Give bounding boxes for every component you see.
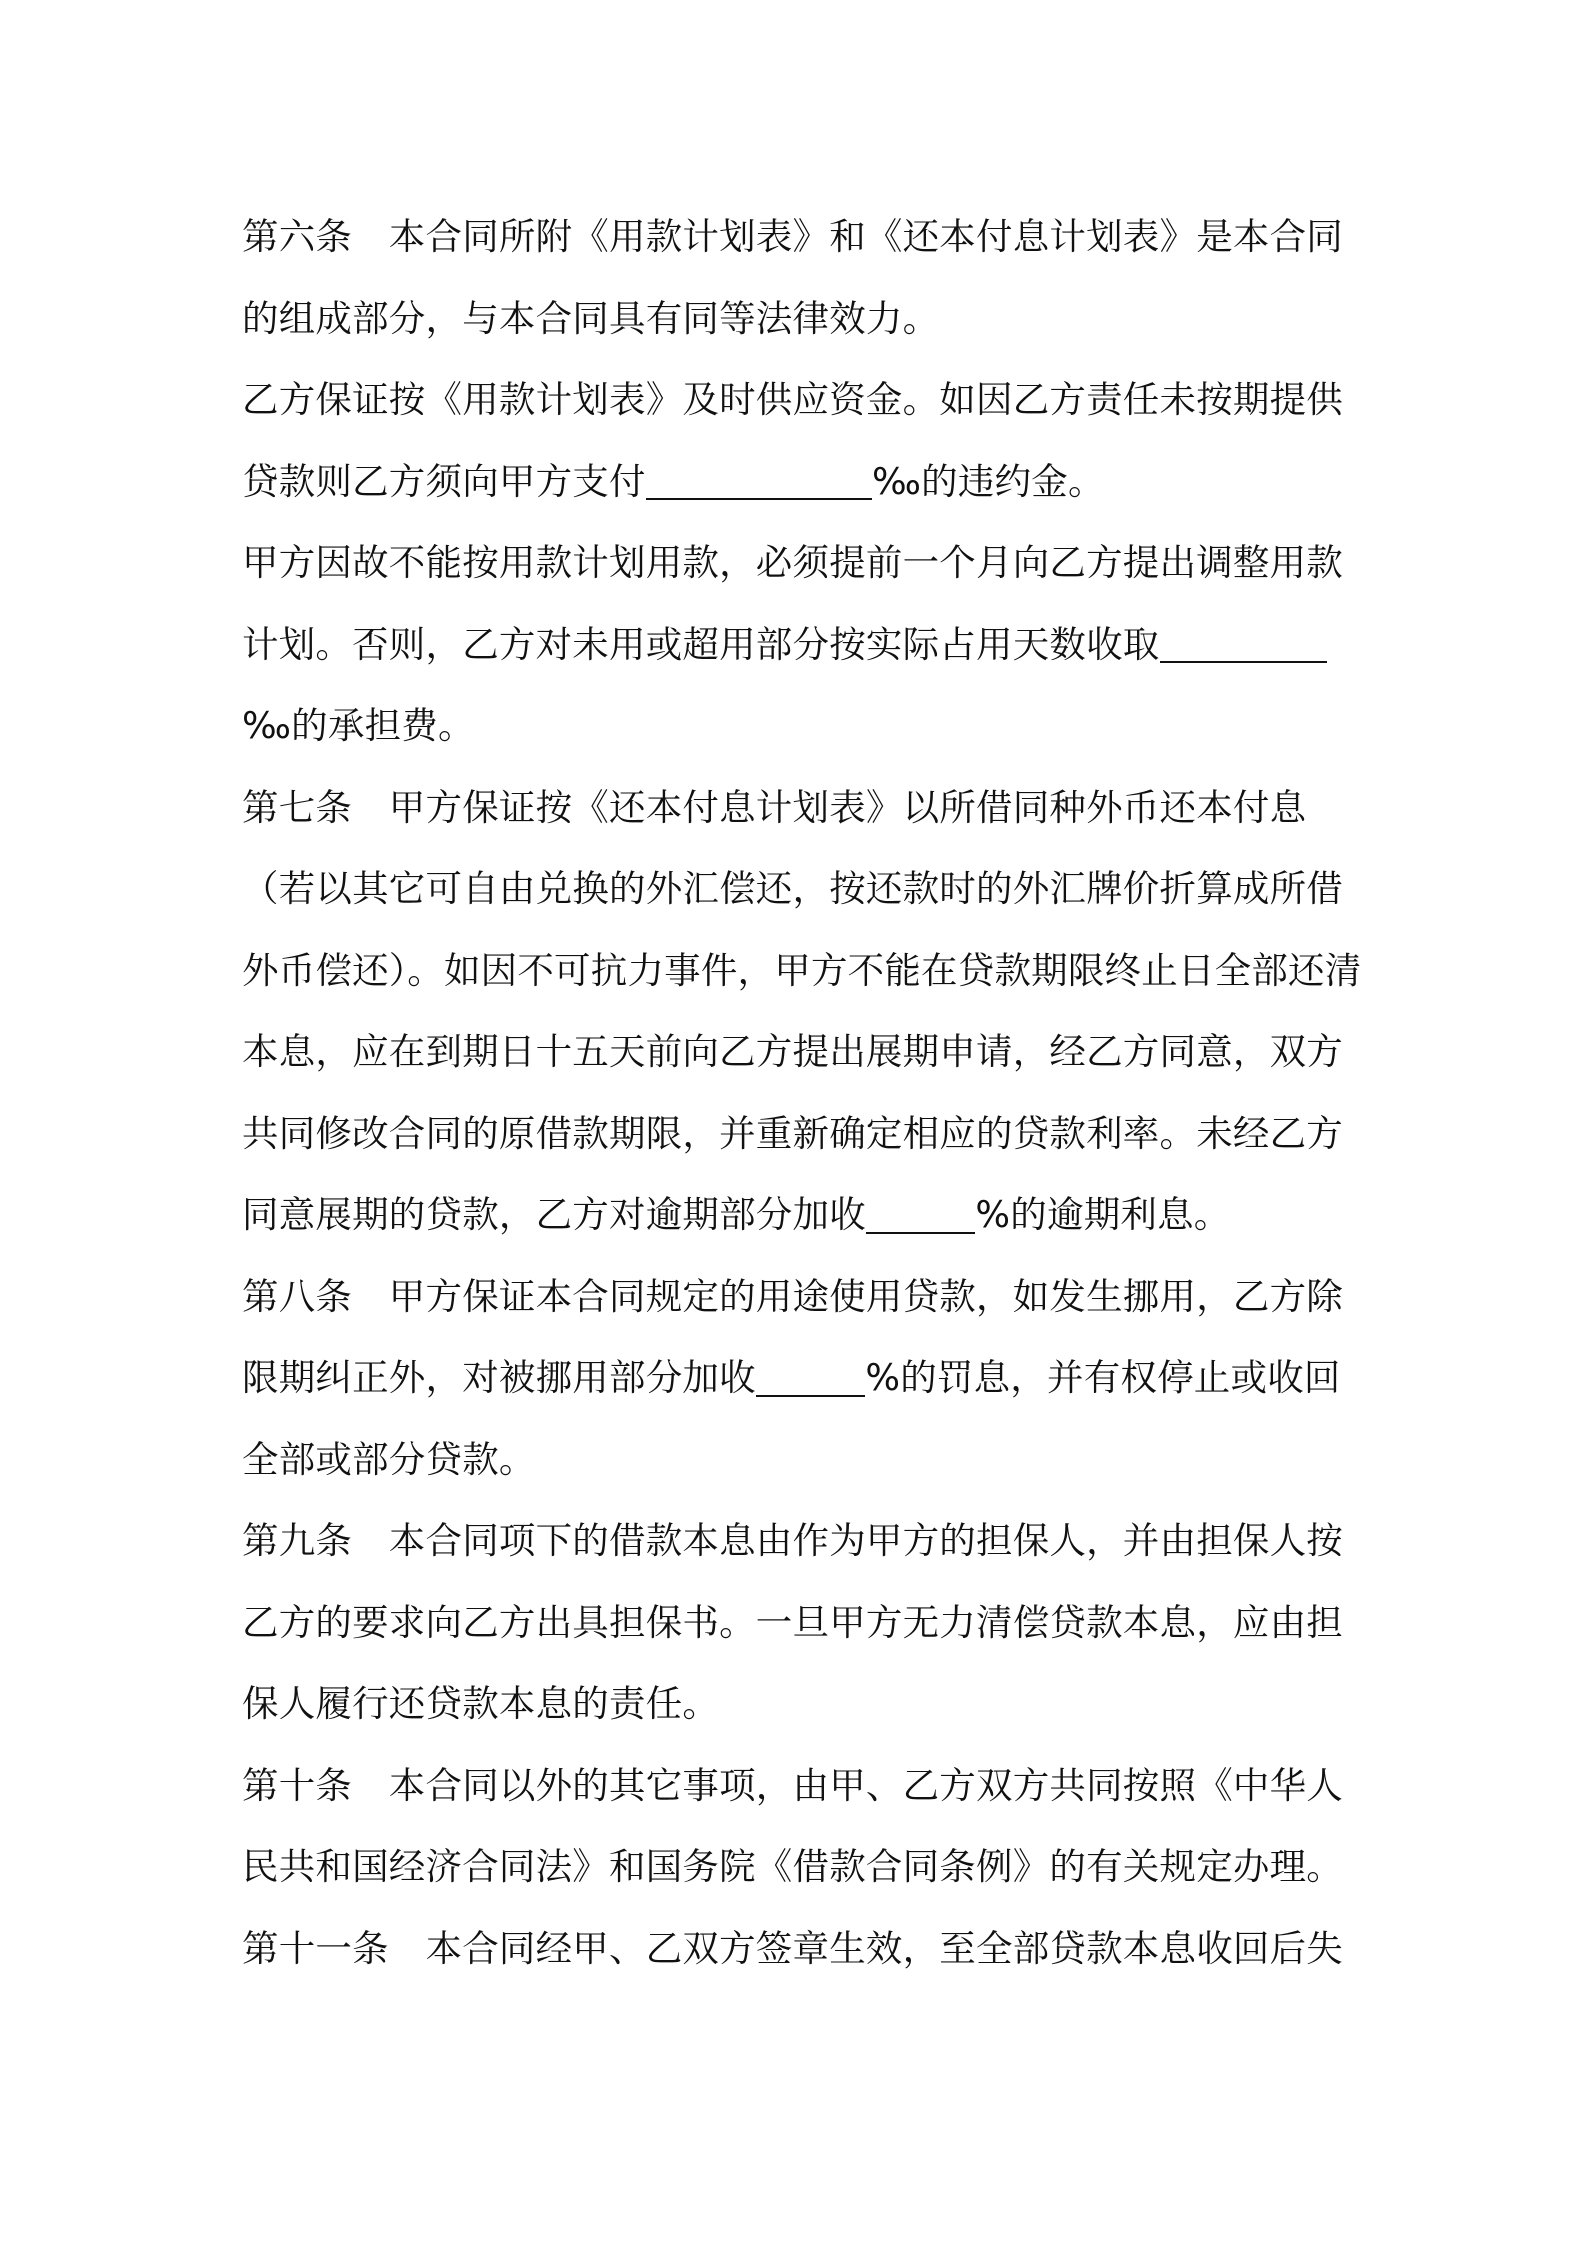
supply-funds-text: 乙方保证按《用款计划表》及时供应资金。如因乙方责任未按期提供贷款则乙方须向甲方支付 <box>242 378 1343 503</box>
article-10-text: 第十条 本合同以外的其它事项，由甲、乙方双方共同按照《中华人民共和国经济合同法》和国务院《借款合同条例》的有关规定办理。 <box>242 1763 1343 1888</box>
document-body <box>242 196 1362 1989</box>
penalty-rate-blank <box>646 462 872 501</box>
supply-funds-text-end: ‰的违约金。 <box>872 459 1105 503</box>
article-7-text: 第七条 甲方保证按《还本付息计划表》以所借同种外币还本付息（若以其它可自由兑换的外汇偿还，按还款时的外汇牌价折算成所借外币偿还）。如因不可抗力事件，甲方不能在贷款期限终止日全部还清本息，应在到期日十五天前向乙方提出展期申请，经乙方同意，双方共同修改合同的原借款期限，并重新确定相应的贷款利率。未经乙方同意展期的贷款，乙方对逾期部分加收 <box>242 785 1362 1236</box>
article-11-paragraph <box>242 1908 1362 1990</box>
overdue-rate-blank <box>866 1195 976 1234</box>
article-6-paragraph <box>242 196 1362 359</box>
supply-funds-paragraph <box>242 359 1362 522</box>
article-6-text: 第六条 本合同所附《用款计划表》和《还本付息计划表》是本合同的组成部分，与本合同具有同等法律效力。 <box>242 215 1343 340</box>
article-7-text-end: %的逾期利息。 <box>975 1193 1231 1236</box>
article-10-paragraph <box>242 1745 1362 1908</box>
article-7-paragraph <box>242 767 1362 1256</box>
article-8-text: 第八条 甲方保证本合同规定的用途使用贷款，如发生挪用，乙方除限期纠正外，对被挪用部分加收 <box>242 1274 1343 1399</box>
article-8-text-end: %的罚息，并有权停止或收回全部或部分贷款。 <box>242 1356 1341 1481</box>
article-9-paragraph <box>242 1500 1362 1745</box>
commitment-fee-text: 甲方因故不能按用款计划用款，必须提前一个月向乙方提出调整用款计划。否则，乙方对未用或超用部分按实际占用天数收取 <box>242 541 1343 666</box>
commitment-fee-text-end: ‰的承担费。 <box>242 704 475 747</box>
penalty-interest-blank <box>756 1358 866 1397</box>
commitment-fee-blank <box>1160 625 1328 664</box>
article-11-text: 第十一条 本合同经甲、乙双方签章生效，至全部贷款本息收回后失 <box>242 1926 1343 1970</box>
commitment-fee-paragraph <box>242 522 1362 767</box>
article-8-paragraph <box>242 1256 1362 1501</box>
article-9-text: 第九条 本合同项下的借款本息由作为甲方的担保人，并由担保人按乙方的要求向乙方出具担保书。一旦甲方无力清偿贷款本息，应由担保人履行还贷款本息的责任。 <box>242 1519 1343 1725</box>
